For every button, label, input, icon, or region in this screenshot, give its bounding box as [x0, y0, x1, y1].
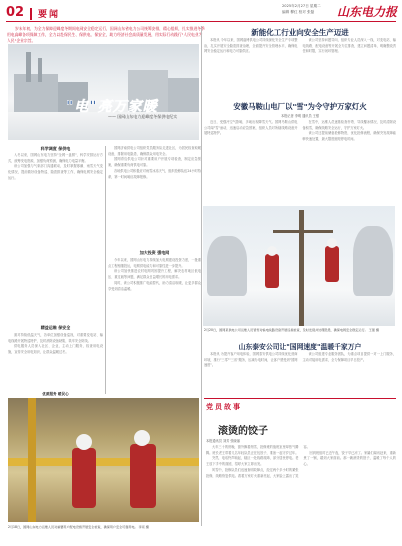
right-top-headline: 新能化工行业向安全生产迈进: [251, 28, 349, 37]
essay-title: 滚烫的饺子: [218, 426, 268, 437]
masthead-logo: 山东电力报: [337, 5, 398, 19]
page-number: 02: [6, 5, 25, 20]
essay-rule: [204, 398, 396, 399]
essay-byline: 本报通讯员 刘芳 张晓丽: [206, 439, 240, 443]
lead-paragraph: 岁末年初，为全力保障迎峰度冬期间电网安全稳定运行，国网山东省电力公司统筹安排，精心组织，扎实推进冬季用电高峰各项保障工作，全力以赴保民生、保供电、保安全，助力经济社会高质量发展，用实际行动践行"人民电业为人民"企业宗旨。: [7, 26, 205, 44]
editor-line: 编辑 柳红 校对 张磊: [282, 10, 315, 14]
issue-date: 2025年2月27日 星期二: [282, 4, 321, 8]
middle-column-a: 国网济南供电公司组织党员服务队走进社区，为居民检查取暖设备，排除用电隐患，确保群众用电安全。 国网青岛供电公司针对重要用户开展专项检查，制定应急预案，确保重要负荷供电可靠。 各地供电公司积极应对雨雪冰冻天气，组织抢修队伍24小时待命，第一时间响应故障报修。: [108, 146, 201, 179]
right-mid-headline: 安徽马鞍山电厂以"雪"为令守护万家灯火: [233, 102, 367, 111]
page-divider: [201, 26, 202, 526]
safety-check-photo: [8, 398, 199, 522]
right-low-body: 本报讯 为提升客户用电体验，国网泰安供电公司持续优化营商环境，推行"三零""三省"服务，压减办电时间，让客户感受到"国网速度"。 该公司组建专业服务团队，为重点项目提供一对一上门服务，主动对接用电需求，全力保障项目早日投产。: [204, 352, 396, 368]
feature-photo-subtitle: —— 国网山东电力迎峰度冬保供电纪实: [108, 114, 178, 119]
subhead-investment: 加大投资 强电网: [139, 250, 170, 255]
feature-photo: [8, 44, 199, 140]
safety-photo-credit: 李亮 摄: [138, 525, 149, 529]
safety-photo-caption: 2月18日，国网山东电力运维人员对重要用户配电设施开展安全检查，确保用户安全可靠用电。 李亮 摄: [8, 525, 149, 529]
section-title: 要闻: [38, 10, 61, 20]
header-rule: [6, 21, 396, 22]
header-divider: [30, 8, 32, 20]
left-column-b: 面对持续低温天气，各单位加强设备巡视，对重要变电站、输电线路开展特巡特护，及时消除设备缺陷，筑牢安全防线。 供电服务人员深入社区、企业，主动上门服务，检查用电设施，宣传安全用电知识，让群众温暖过冬。: [8, 333, 103, 355]
snow-inspection-photo: [203, 206, 395, 326]
snow-photo-caption: 2月20日，国网某供电公司运维人员冒雪对输电线路设备开展巡视检查，及时发现并处理隐患，确保电网安全稳定运行。 王强 摄: [204, 328, 379, 332]
essay-body: 大年三十的傍晚，窗外飘着细雪，抢修班的值班室里却热气腾腾。班长老王带着几名年轻队员正在包饺子，准备一起守岁过年。 突然，电话铃声响起，辖区一处线路故障，部分居民停电。老王放下手中的面团，招呼大家立即出发。 风雪中，抢修队员们迅速查明故障点，经过两个多小时的紧张抢修，线路恢复供电。看着万家灯火重新亮起，大家脸上露出了笑容。 回到班组时已近午夜，饺子早已凉了。家属们闻讯赶来，重新煮了一锅，端到大家面前。那一碗滚烫的饺子，温暖了每个人的心。: [206, 445, 396, 478]
right-mid-body: 近日，受强冷空气影响，多地出现降雪天气。国网马鞍山供电公司闻"雪"而动，迅速启动应急预案，组织人员对所辖线路设备开展特巡特护。 在雪中，运维人员逐基检查杆塔、导线覆冰情况，及时清除设备积雪，确保线路安全运行，守护万家灯火。 该公司还提前储备抢修物资，优化抢修流程，确保突发故障能够快速处置，最大限度缩短停电时间。: [204, 120, 396, 142]
subhead-dispatch: 科学调度 保供电: [40, 146, 71, 151]
middle-column-b: 今年以来，国网山东电力持续加大电网建设投资力度，一批重点工程相继投运，电网供电能力和可靠性进一步提升。 该公司加快推进农村电网巩固提升工程，解决农村地区低电压、重过载等问题，满足群众日益增长的用电需求。 同时，该公司积极推广电能替代，助力清洁取暖，让更多群众享受到清洁温暖。: [108, 258, 201, 291]
right-mid-byline: 本报记者 李明 通讯员 王强: [280, 114, 320, 118]
subhead-service: 优质服务 暖民心: [42, 392, 69, 396]
right-top-body: 本报讯 今年以来，国网淄博供电公司持续深化安全生产专项整治，扎实开展安全隐患排查治理，全面提升安全管理水平，确保电网安全稳定运行和电力可靠供应。 该公司坚持问题导向，组织专业人员深入一线，对变电站、输电线路、配电设备等开展全方位排查，建立问题清单，明确整改责任和时限，实行闭环管理。: [204, 38, 396, 54]
essay-column-tag: 党员故事: [206, 403, 242, 411]
column-divider: [105, 146, 106, 394]
snow-photo-credit: 王强 摄: [368, 328, 379, 332]
feature-photo-title: "电"亮万家暖: [66, 99, 158, 115]
subhead-maintenance: 精益运维 保安全: [40, 325, 71, 330]
left-column-a: 入冬以来，国网山东电力坚持"全网一盘棋"，科学安排运行方式，统筹发电资源，加强负荷预测，确保电力电量平衡。 该公司加强与气象部门沟通联动，及时掌握寒潮、雨雪天气变化情况，提前做好设备特巡、隐患排查等工作，确保电网安全稳定运行。: [8, 153, 103, 180]
right-low-headline: 山东泰安公司让"国网速度"温暖千家万户: [238, 343, 362, 351]
